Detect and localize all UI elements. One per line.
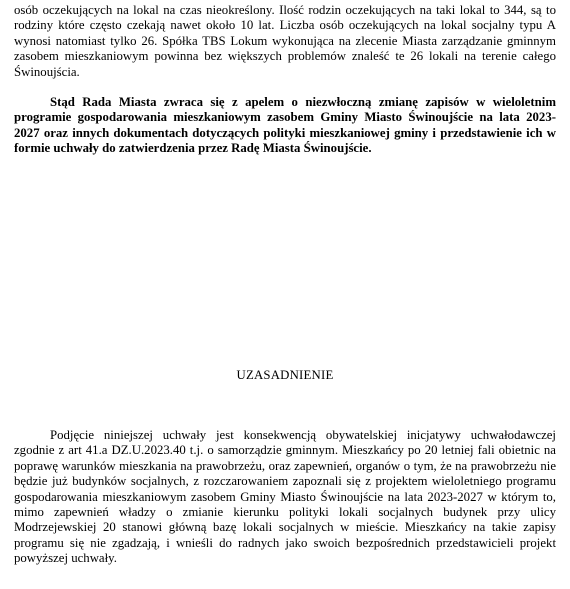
paragraph-appeal-bold bbox=[14, 95, 556, 157]
text-line: formie uchwały do zatwierdzenia przez Radę Miasta Świnoujście. bbox=[14, 141, 372, 156]
text-line: Modrzejewskiej 20 stanowi główną bazę lokali socjalnych w mieście. Mieszkańcy na takie zapisy bbox=[14, 520, 556, 535]
text-line: Stąd Rada Miasta zwraca się z apelem o niezwłoczną zmianę zapisów w wieloletnim bbox=[50, 95, 556, 109]
text-line: mimo zapewnień władzy o zmianie kierunku polityki lokali socjalnych budynek przy ulicy bbox=[14, 505, 556, 520]
text-line: będzie już budynków socjalnych, z rozczarowaniem zapoznali się z projektem wieloletniego programu bbox=[14, 474, 556, 489]
text-line: zgodnie z art 41.a DZ.U.2023.40 t.j. o samorządzie gminnym. Mieszkańcy po 20 letniej fali obietnic na bbox=[14, 443, 556, 458]
text-line: 2027 oraz innych dokumentach dotyczących polityki mieszkaniowej gminy i przedstawienie ich w bbox=[14, 125, 556, 140]
paragraph-justification bbox=[14, 428, 556, 567]
text-line: Podjęcie niniejszej uchwały jest konsekwencją obywatelskiej inicjatywy uchwałodawczej bbox=[50, 428, 556, 442]
text-line: wynosi natomiast tylko 26. Spółka TBS Lokum wykonująca na zlecenie Miasta zarządzanie gminnym bbox=[14, 33, 556, 48]
text-line: programu się nie zgadzają, i wnieśli do radnych jako swoich bezpośrednich przedstawicieli projekt bbox=[14, 535, 556, 550]
text-line: Świnoujścia. bbox=[14, 64, 80, 79]
text-line: gospodarowania mieszkaniowym zasobem Gminy Miasto Świnoujście na lata 2023-2027 w którym to, bbox=[14, 489, 556, 504]
text-line: rodziny które często czekają nawet około 10 lat. Liczba osób oczekujących na lokal socjalny typu A bbox=[14, 18, 556, 33]
text-line: osób oczekujących na lokal na czas nieokreślony. Ilość rodzin oczekujących na taki lokal to 344, są to bbox=[14, 3, 556, 17]
text-line: poprawę warunków mieszkania na prawobrzeżu, oraz zapewnień, organów o tym, że na prawobrzeżu nie bbox=[14, 458, 556, 473]
text-line: programie gospodarowania mieszkaniowym zasobem Gminy Miasto Świnoujście na lata 2023- bbox=[14, 110, 556, 125]
paragraph-housing-waitlist bbox=[14, 3, 556, 80]
text-line: powyższej uchwały. bbox=[14, 551, 117, 566]
section-heading: UZASADNIENIE bbox=[236, 368, 334, 382]
text-line: zasobem mieszkaniowym powinna bez większych problemów znaleść te 26 lokali na terenie całego bbox=[14, 49, 556, 64]
